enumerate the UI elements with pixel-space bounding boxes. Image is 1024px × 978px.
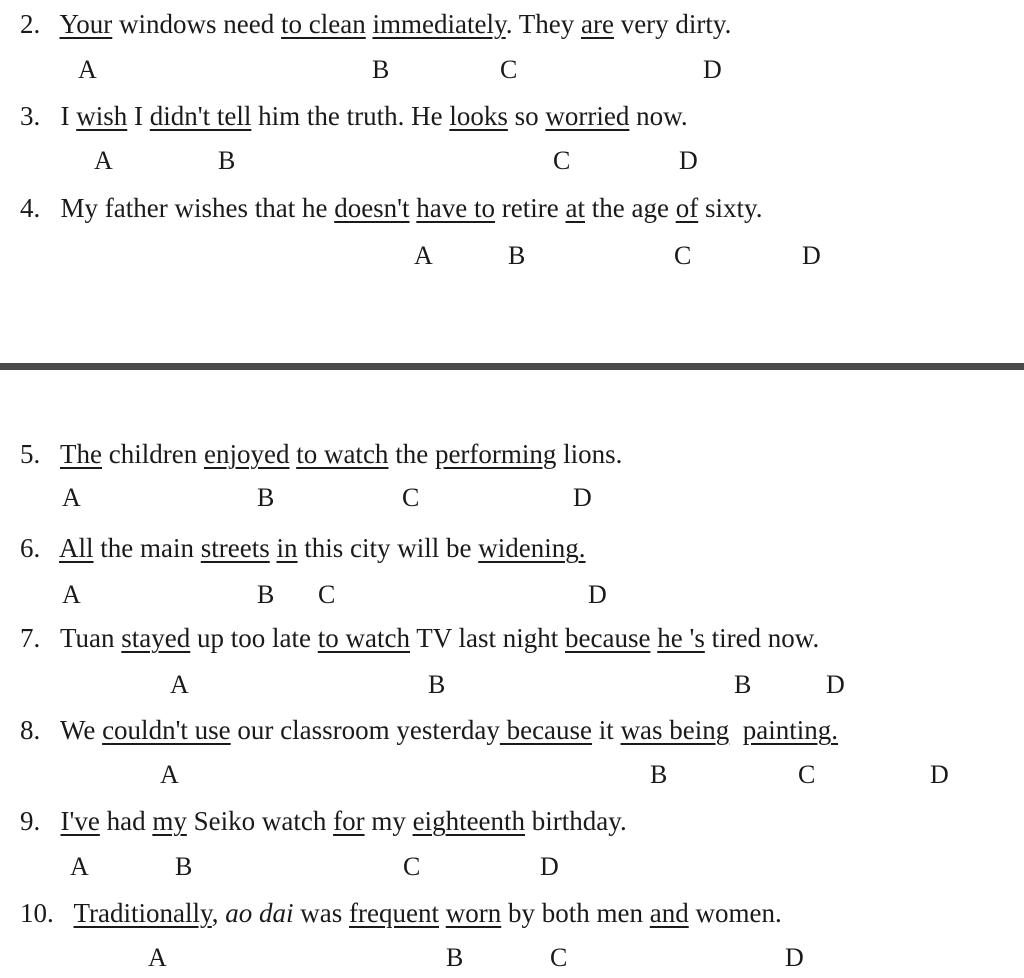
option-a-text: couldn't use (102, 715, 231, 745)
question-number: 10. (20, 898, 54, 928)
option-c-text: because (565, 623, 651, 653)
question-number: 3. (20, 101, 41, 131)
option-b-text: frequent (349, 898, 439, 928)
question-number: 9. (20, 806, 41, 836)
sentence-text: him the truth. He (251, 101, 450, 131)
option-d-text: performing (434, 439, 557, 469)
option-c-text: to watch (296, 439, 389, 469)
sentence-text: the main (93, 533, 201, 563)
option-a-text: Your (59, 9, 113, 39)
sentence-text: the age (584, 193, 676, 223)
sentence-text: lions. (556, 439, 623, 469)
question-7-sentence (20, 620, 819, 656)
sentence-text: now. (629, 101, 688, 131)
option-b-text: to clean (281, 9, 366, 39)
option-b-text: didn't tell (149, 101, 252, 131)
option-b-text: because (499, 715, 593, 745)
sentence-text (439, 898, 446, 928)
letter-c: C (402, 483, 420, 512)
sentence-text: My father wishes that he (60, 193, 335, 223)
sentence-text: tired now. (704, 623, 820, 653)
option-b-text: enjoyed (203, 439, 290, 469)
option-a-text: The (60, 439, 102, 469)
question-number: 6. (20, 533, 41, 563)
letter-d: D (826, 670, 845, 699)
section-divider (0, 363, 1024, 370)
sentence-text: my (364, 806, 413, 836)
question-number: 4. (20, 193, 41, 223)
option-d-text: he 's (657, 623, 705, 653)
option-a-text: Traditionally (73, 898, 212, 928)
question-2-sentence (20, 6, 731, 42)
question-10-sentence (20, 895, 782, 931)
question-9-letters (0, 849, 1024, 885)
sentence-text: children (102, 439, 204, 469)
sentence-text: this city will be (297, 533, 479, 563)
option-d-text: are (580, 9, 614, 39)
sentence-text: very dirty. (613, 9, 732, 39)
letter-d: D (930, 760, 949, 789)
letter-a: A (94, 146, 113, 175)
letter-c: C (500, 55, 518, 84)
option-a-text: stayed (121, 623, 191, 653)
sentence-text: so (507, 101, 546, 131)
letter-a: A (78, 55, 97, 84)
question-9 (0, 803, 1024, 843)
question-6 (0, 530, 1024, 570)
question-5-sentence (20, 436, 622, 472)
option-d-text: worried (545, 101, 630, 131)
letter-a: A (62, 483, 81, 512)
question-3-letters (0, 143, 1024, 179)
sentence-text: up too late (190, 623, 318, 653)
option-d-text: widening. (478, 533, 586, 563)
question-3-sentence (20, 98, 688, 134)
letter-a: A (62, 580, 81, 609)
option-d-text: and (649, 898, 689, 928)
sentence-text-italic: ao dai (225, 898, 294, 928)
option-a-text: I've (60, 806, 100, 836)
option-c-text: looks (449, 101, 508, 131)
letter-b: B (428, 670, 446, 699)
sentence-text: our classroom yesterday (230, 715, 500, 745)
letter-c: B (734, 670, 752, 699)
letter-b: B (175, 852, 193, 881)
question-number: 7. (20, 623, 41, 653)
letter-b: B (650, 760, 668, 789)
option-b-text: my (152, 806, 187, 836)
sentence-text: We (60, 715, 103, 745)
letter-a: A (160, 760, 179, 789)
sentence-text: Seiko watch (186, 806, 334, 836)
letter-c: C (674, 241, 692, 270)
letter-d: D (703, 55, 722, 84)
question-4-letters (0, 238, 1024, 274)
letter-a: A (148, 943, 167, 972)
letter-d: D (785, 943, 804, 972)
letter-c: C (553, 146, 571, 175)
letter-a: A (70, 852, 89, 881)
question-number: 2. (20, 9, 41, 39)
option-c-text: for (333, 806, 365, 836)
option-b-text: streets (200, 533, 270, 563)
question-7-letters (0, 667, 1024, 703)
question-4 (0, 190, 1024, 230)
question-10-letters (0, 940, 1024, 976)
sentence-text: , (211, 898, 226, 928)
sentence-text: the (388, 439, 435, 469)
question-10 (0, 895, 1024, 935)
question-number: 5. (20, 439, 41, 469)
question-8-letters (0, 757, 1024, 793)
letter-b: B (508, 241, 526, 270)
question-6-sentence (20, 530, 586, 566)
question-3 (0, 98, 1024, 138)
sentence-text: by both men (501, 898, 650, 928)
sentence-text (270, 533, 277, 563)
question-5 (0, 436, 1024, 476)
letter-a: A (170, 670, 189, 699)
option-a-text: doesn't (334, 193, 410, 223)
option-d-text: eighteenth (412, 806, 526, 836)
sentence-text: birthday. (525, 806, 627, 836)
letter-b: B (257, 580, 275, 609)
letter-c: C (318, 580, 336, 609)
letter-b: B (446, 943, 464, 972)
option-c-text: in (276, 533, 298, 563)
sentence-text: . They (505, 9, 581, 39)
option-a-text: wish (76, 101, 128, 131)
question-5-letters (0, 480, 1024, 516)
sentence-text: retire (495, 193, 566, 223)
sentence-text: Tuan (60, 623, 122, 653)
option-d-text: painting. (742, 715, 839, 745)
letter-b: B (218, 146, 236, 175)
letter-b: B (257, 483, 275, 512)
option-d-text: of (675, 193, 699, 223)
question-7 (0, 620, 1024, 660)
letter-d: D (540, 852, 559, 881)
question-2 (0, 6, 1024, 46)
letter-b: B (372, 55, 390, 84)
sentence-text: I (60, 101, 77, 131)
option-c-text: was being (620, 715, 730, 745)
sentence-text: I (127, 101, 150, 131)
question-9-sentence (20, 803, 627, 839)
question-2-letters (0, 52, 1024, 88)
option-a-text: All (59, 533, 94, 563)
letter-d: D (679, 146, 698, 175)
question-number: 8. (20, 715, 41, 745)
sentence-text: windows need (112, 9, 282, 39)
sentence-text (729, 715, 743, 745)
letter-a: A (414, 241, 433, 270)
question-6-letters (0, 577, 1024, 613)
sentence-text: was (293, 898, 350, 928)
letter-c: C (798, 760, 816, 789)
option-c-text: worn (445, 898, 502, 928)
letter-d: D (573, 483, 592, 512)
letter-d: D (588, 580, 607, 609)
option-b-text: have to (416, 193, 496, 223)
option-c-text: immediately (372, 9, 506, 39)
sentence-text: women. (688, 898, 782, 928)
letter-c: C (403, 852, 421, 881)
sentence-text (366, 9, 373, 39)
letter-c: C (550, 943, 568, 972)
sentence-text: had (99, 806, 153, 836)
question-4-sentence (20, 190, 762, 226)
sentence-text: sixty. (698, 193, 763, 223)
letter-d: D (802, 241, 821, 270)
question-8 (0, 712, 1024, 752)
sentence-text: it (592, 715, 621, 745)
option-b-text: to watch (317, 623, 410, 653)
sentence-text: TV last night (410, 623, 566, 653)
question-8-sentence (20, 712, 838, 748)
option-c-text: at (565, 193, 585, 223)
